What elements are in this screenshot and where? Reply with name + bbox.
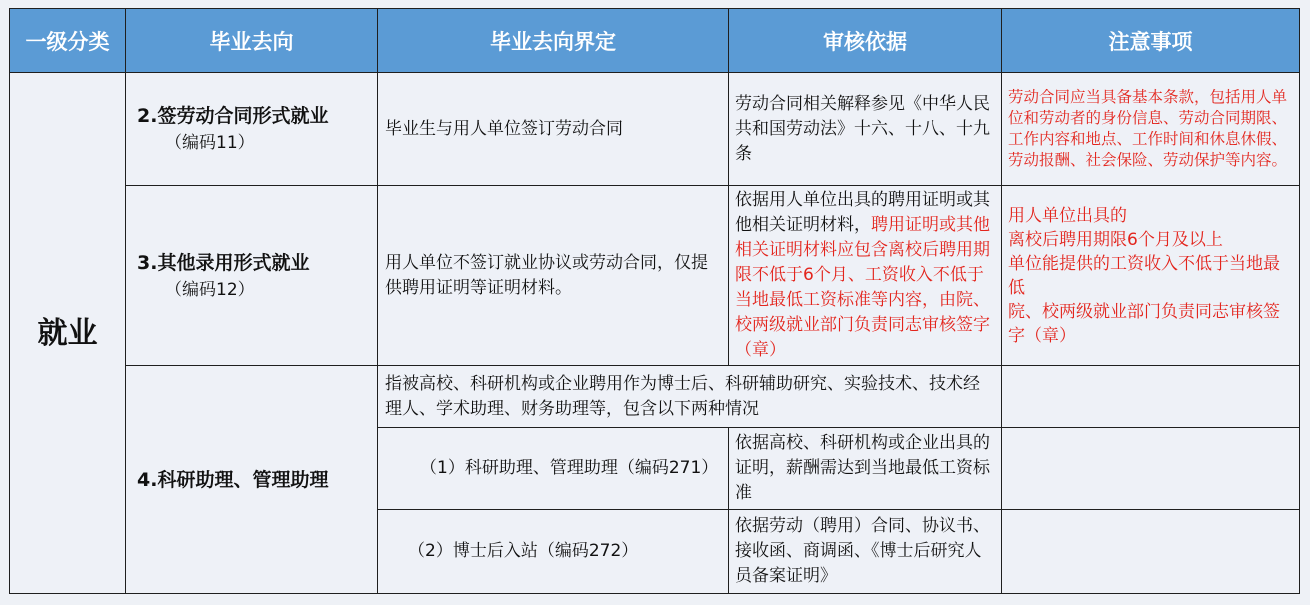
header-notes: 注意事项 [1002,9,1300,73]
basis-cell: 依据高校、科研机构或企业出具的证明，薪酬需达到当地最低工资标准 [729,428,1002,510]
header-row [10,9,1300,73]
header-category: 一级分类 [10,9,126,73]
notes-cell-empty [1002,366,1300,428]
destination-cell-research [126,366,378,594]
notes-cell-empty [1002,428,1300,510]
destination-title: 2.签劳动合同形式就业 [137,105,329,127]
header-destination: 毕业去向 [126,9,378,73]
notes-cell-empty [1002,510,1300,594]
table-row [10,73,1300,186]
header-basis: 审核依据 [729,9,1002,73]
destination-cell-contract [126,73,378,186]
notes-cell [1002,186,1300,366]
destination-code: （编码12） [165,279,255,300]
sub-destination-postdoc: （2）博士后入站（编码272） [378,510,729,594]
sub-destination-research-assistant: （1）科研助理、管理助理（编码271） [378,428,729,510]
definition-cell: 指被高校、科研机构或企业聘用作为博士后、科研辅助研究、实验技术、技术经理人、学术助理、财务助理等，包含以下两种情况 [378,366,1002,428]
table-row [10,366,1300,428]
basis-text: 依据用人单位出具的聘用证明或其他相关证明材料， [735,190,990,235]
destination-title: 3.其他录用形式就业 [137,251,310,274]
basis-requirement-text: 聘用证明或其他相关证明材料应包含离校后聘用期限不低于6个月、工资收入不低于当地最低工资标准等内容，由院、校两级就业部门负责同志审核签字（章） [735,215,990,360]
header-definition: 毕业去向界定 [378,9,729,73]
note-line: 用人单位出具的 [1008,205,1127,226]
note-line: 离校后聘用期限6个月及以上 [1008,229,1223,250]
category-cell: 就业 [10,73,126,594]
basis-cell: 劳动合同相关解释参见《中华人民共和国劳动法》十六、十八、十九条 [729,73,1002,186]
basis-cell: 依据劳动（聘用）合同、协议书、接收函、商调函、《博士后研究人员备案证明》 [729,510,1002,594]
definition-cell: 用人单位不签订就业协议或劳动合同，仅提供聘用证明等证明材料。 [378,186,729,366]
destination-cell-other [126,186,378,366]
table-row [10,186,1300,366]
policy-table-container [9,8,1300,594]
note-line: 院、校两级就业部门负责同志审核签字（章） [1008,301,1280,346]
notes-cell: 劳动合同应当具备基本条款，包括用人单位和劳动者的身份信息、劳动合同期限、工作内容和地点、工作时间和休息休假、劳动报酬、社会保险、劳动保护等内容。 [1002,73,1300,186]
basis-cell [729,186,1002,366]
graduation-destination-table [9,8,1300,594]
definition-cell: 毕业生与用人单位签订劳动合同 [378,73,729,186]
note-line: 单位能提供的工资收入不低于当地最低 [1008,253,1280,298]
destination-code: （编码11） [165,133,255,153]
destination-title: 4.科研助理、管理助理 [137,468,329,491]
